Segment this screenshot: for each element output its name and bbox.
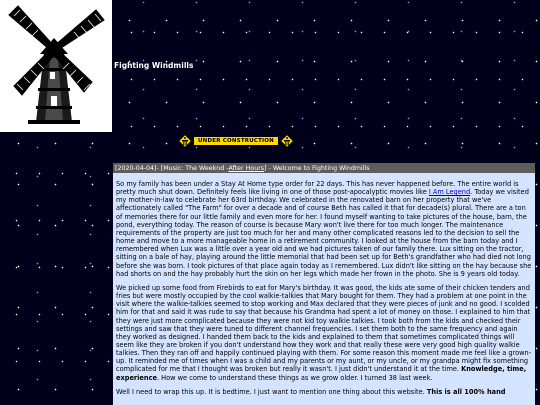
post-paragraph: So my family has been under a Stay At Home type order for 22 days. This has never happened before. The entire world is pretty much shut down. Definitely feels like living in one of those post-apocalyptic movies like I Am Legend. Today we visited my mother-in-law to celebrate her 63rd birthday. We celebrated in the renovated barn on her property that we've affectionately called "The Farm" for over a decade and of course Beth has called it that for decade(s) plural. There are a ton of memories there for our little family and even more for her. I found myself wanting to take pictures of the house, barn, the pond, everything today. The reason of course is because Mary won't live there for too much longer. The maintenance requirements of the property are just too much for her and many other complicated reasons led to the decision to sell the home and move to a more manageable home in a retirement community. I looked at the house from the barn today and I remembered when Lux was a little over a year old and we had pictures taken of our family there. Lux sitting on the tractor, sitting on a bale of hay, playing around the little memorial that had been set up for Beth's grandfather who had died not long before she was born. I took pictures of that place again today as I remembered. Lux didn't like sitting on the hay because she had shorts on and the hay probably hurt the skin on her legs which made her frown in the photo. She is 9 years old today.: [116, 180, 532, 278]
under-construction-banner: [178, 134, 294, 148]
windmill-icon: [0, 0, 112, 132]
music-link[interactable]: After Hours: [228, 164, 265, 172]
post-music-prefix: - [Music: The Weeknd -: [156, 164, 229, 172]
post-paragraph: Well I need to wrap this up. It is bedtime. I just want to mention one thing about this website. This is all 100% hand: [116, 387, 506, 396]
hazard-icon: [280, 134, 294, 148]
site-title: Fighting Windmills: [114, 61, 194, 70]
post-header: [113, 163, 535, 173]
post-body: [113, 173, 535, 405]
post-title: ] - Welcome to Fighting Windmills: [264, 164, 370, 172]
hazard-icon: [178, 134, 192, 148]
emphasis-text: This is all 100% hand: [426, 387, 506, 396]
under-construction-label: UNDER CONSTRUCTION: [193, 136, 279, 146]
emphasis-text: Knowledge, time, experience: [116, 365, 527, 382]
post-date: [2020-04-04]: [115, 164, 157, 172]
post-paragraph: We picked up some food from Firebirds to eat for Mary's birthday. It was good, the kids ate some of their chicken tenders and fries but were mostly occupied by the cool walkie-talkies that Mary bought for them. They had a problem at one point in the visit where the walkie-talkies seemed to stop working and Max declared that they were pieces of junk and no good. I scolded him for that and said it was rude to say that because his Grandma had spent a lot of money on those. I explained to him that they were just more complicated because they were not kid toy walkie talkies. I took both from the kids and checked their settings and saw that they were tuned to different channel frequencies. I set them both to the same frequency and again they worked as designed. I handed them back to the kids and explained to them that sometimes complicated things will seem like they are broken if you don't understand how they work and that really these were very good high quality walkie talkies. Then they ran off and happily continued playing with them. For some reason this moment made me feel like a grown-up. It reminded me of times when I was a child and my parents or my aunt, or my uncle, or my grandpa might fix something complicated for me that I thought was broken but really it wasn't. I just didn't understand it at the time. Knowledge, time, experience. How we come to understand these things as we grow older. I turned 38 last week.: [116, 283, 532, 382]
windmill-logo[interactable]: [0, 0, 112, 132]
i-am-legend-link[interactable]: I Am Legend: [428, 188, 471, 197]
